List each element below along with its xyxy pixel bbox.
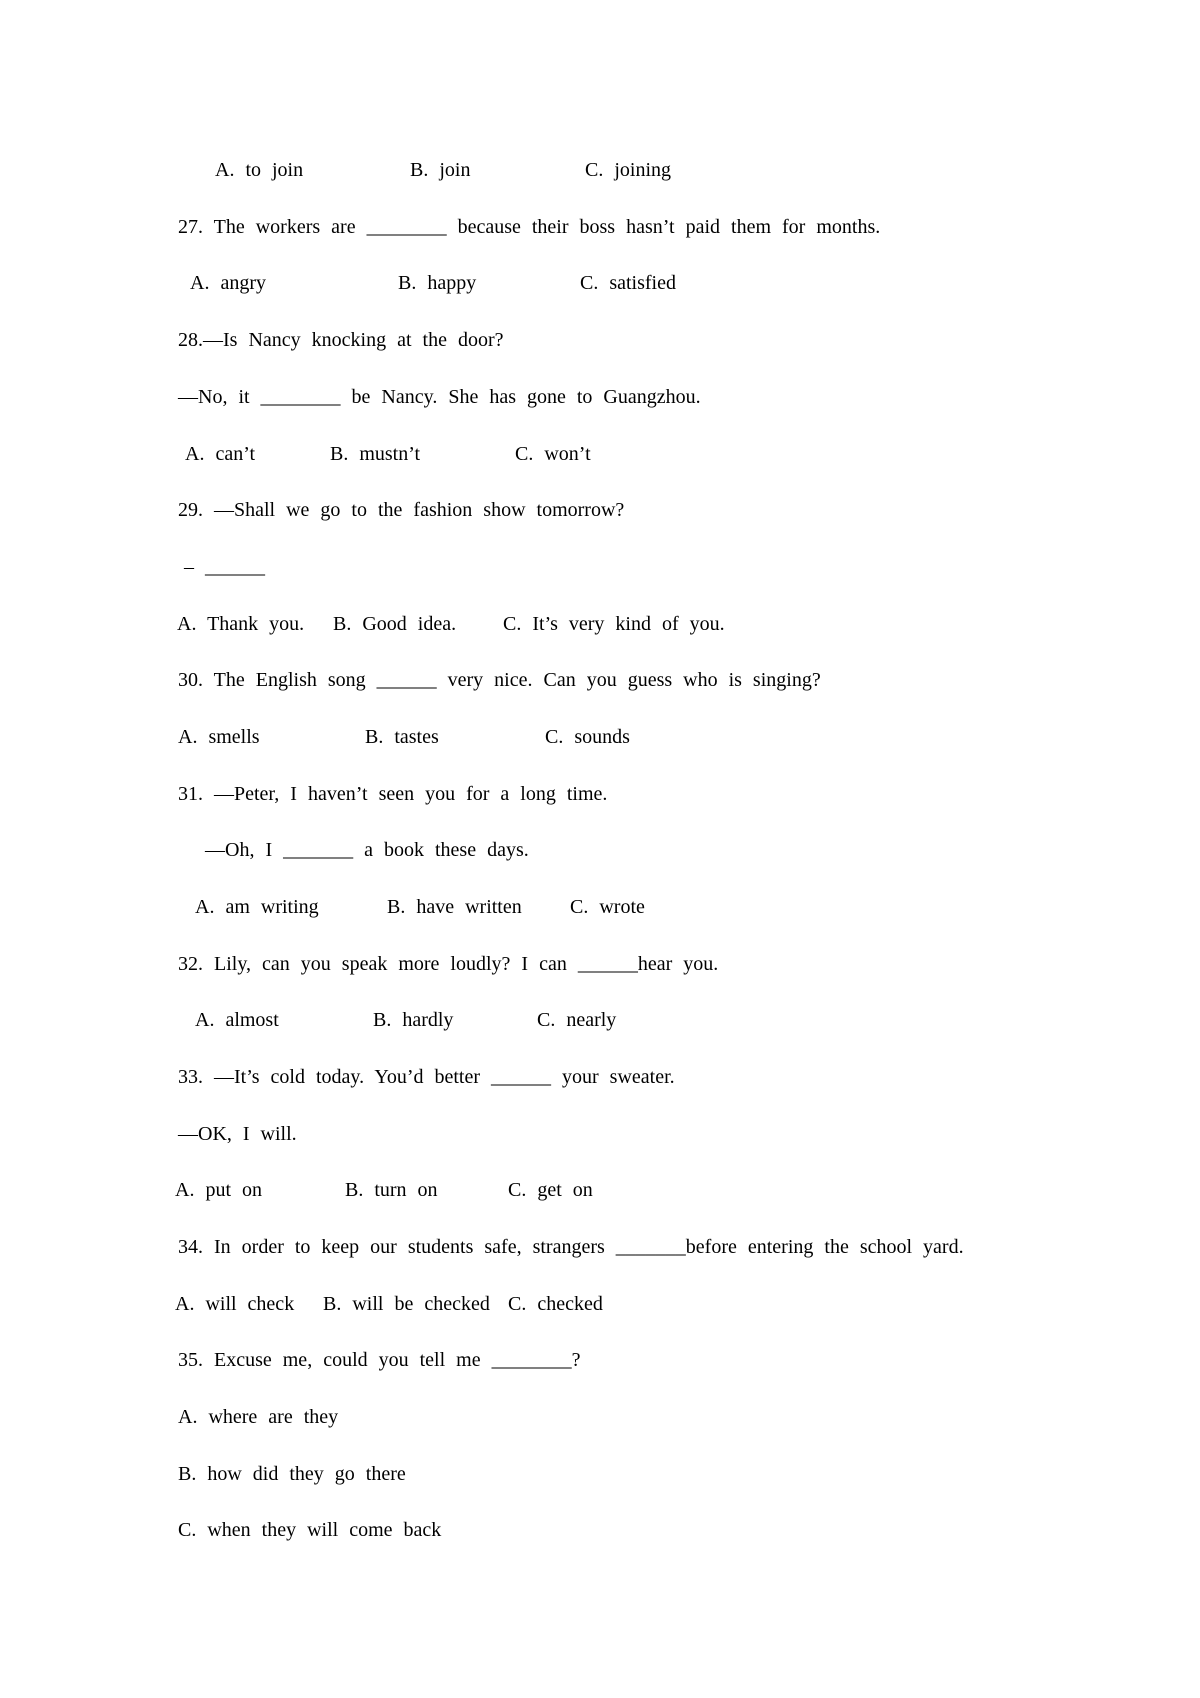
question-32-option-b: B. hardly xyxy=(373,1009,454,1031)
question-33-reply: —OK, I will. xyxy=(178,1123,297,1145)
question-34-option-a: A. will check xyxy=(175,1293,295,1315)
question-34-option-b: B. will be checked xyxy=(323,1293,490,1315)
question-28-option-a: A. can’t xyxy=(185,443,256,465)
question-31-option-c: C. wrote xyxy=(570,896,645,918)
question-31-option-a: A. am writing xyxy=(195,896,319,918)
question-34-text: 34. In order to keep our students safe, strangers _______before entering the school yard. xyxy=(178,1236,964,1258)
question-31-reply: —Oh, I _______ a book these days. xyxy=(205,839,529,861)
question-29-answer-blank: – ______ xyxy=(184,556,265,578)
question-28-reply: —No, it ________ be Nancy. She has gone to Guangzhou. xyxy=(178,386,701,408)
question-32-text: 32. Lily, can you speak more loudly? I can ______hear you. xyxy=(178,953,719,975)
question-30-text: 30. The English song ______ very nice. Can you guess who is singing? xyxy=(178,669,821,691)
question-28-option-b: B. mustn’t xyxy=(330,443,421,465)
question-26-option-b: B. join xyxy=(410,159,471,181)
question-30-option-c: C. sounds xyxy=(545,726,630,748)
question-35-option-b: B. how did they go there xyxy=(178,1463,406,1485)
question-29-text: 29. —Shall we go to the fashion show tomorrow? xyxy=(178,499,625,521)
question-33-option-c: C. get on xyxy=(508,1179,593,1201)
question-34-option-c: C. checked xyxy=(508,1293,603,1315)
question-29-option-c: C. It’s very kind of you. xyxy=(503,613,725,635)
question-31-text: 31. —Peter, I haven’t seen you for a long time. xyxy=(178,783,608,805)
question-26-option-c: C. joining xyxy=(585,159,672,181)
question-31-option-b: B. have written xyxy=(387,896,522,918)
question-29-option-b: B. Good idea. xyxy=(333,613,457,635)
question-29-option-a: A. Thank you. xyxy=(177,613,305,635)
question-33-text: 33. —It’s cold today. You’d better ______ your sweater. xyxy=(178,1066,675,1088)
question-32-option-c: C. nearly xyxy=(537,1009,617,1031)
question-35-option-a: A. where are they xyxy=(178,1406,339,1428)
question-33-option-b: B. turn on xyxy=(345,1179,438,1201)
question-28-text: 28.—Is Nancy knocking at the door? xyxy=(178,329,504,351)
question-28-option-c: C. won’t xyxy=(515,443,591,465)
question-35-option-c: C. when they will come back xyxy=(178,1519,442,1541)
question-27-option-c: C. satisfied xyxy=(580,272,676,294)
question-30-option-a: A. smells xyxy=(178,726,260,748)
question-35-text: 35. Excuse me, could you tell me ________? xyxy=(178,1349,581,1371)
question-27-option-b: B. happy xyxy=(398,272,477,294)
question-27-text: 27. The workers are ________ because their boss hasn’t paid them for months. xyxy=(178,216,881,238)
question-30-option-b: B. tastes xyxy=(365,726,439,748)
question-27-option-a: A. angry xyxy=(190,272,266,294)
question-32-option-a: A. almost xyxy=(195,1009,279,1031)
question-33-option-a: A. put on xyxy=(175,1179,262,1201)
question-26-option-a: A. to join xyxy=(215,159,304,181)
